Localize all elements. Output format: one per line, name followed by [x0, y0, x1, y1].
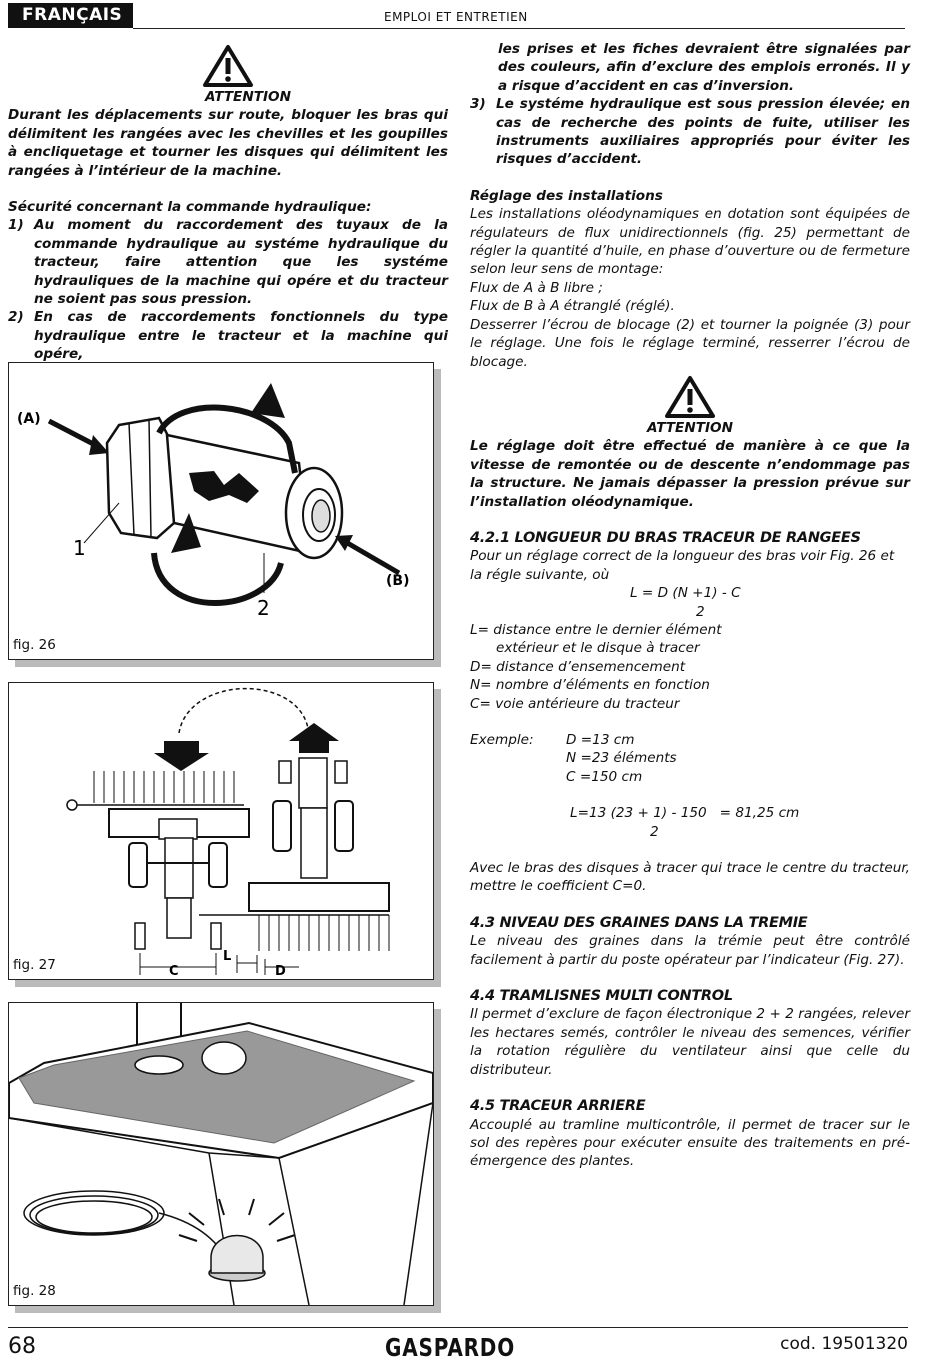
- label-l: L: [223, 949, 232, 964]
- page-number: 68: [8, 1334, 36, 1359]
- hopper-indicator-illustration: [9, 1003, 433, 1305]
- section-heading: 4.4 TRAMLISNES MULTI CONTROL: [470, 988, 733, 1005]
- example-label: Exemple:: [470, 732, 534, 748]
- label-1: 1: [73, 536, 86, 560]
- warning-triangle-icon: [202, 44, 254, 88]
- list-number: 1): [8, 217, 24, 234]
- definition-line: C= voie antérieure du tracteur: [470, 695, 680, 712]
- definition-line: N= nombre d’éléments en fonction: [470, 677, 710, 694]
- warning-label: ATTENTION: [646, 419, 733, 436]
- list-number: 3): [470, 96, 486, 113]
- warning-triangle-icon: [664, 375, 716, 419]
- formula-denominator: 2: [696, 603, 705, 620]
- section-heading: 4.2.1 LONGUEUR DU BRAS TRACEUR DE RANGEES: [470, 529, 861, 546]
- list-text: Le systéme hydraulique est sous pression élevée; en cas de recherche des points de fuite, utiliser les instruments auxiliaires appropriés pour éviter les risques d’accident.: [496, 96, 910, 168]
- reglage-text-2: Desserrer l’écrou de blocage (2) et tourner la poignée (3) pour le réglage. Une fois le réglage terminé, resserrer l’écrou de blocage.: [470, 316, 910, 370]
- label-a: (A): [17, 411, 41, 427]
- list-text: Au moment du raccordement des tuyaux de la commande hydraulique au systéme hydraulique du tracteur, faire attention que les systéme hydrauliques de la machine qui opére et du tracteur ne soient pas sous pression.: [34, 217, 448, 308]
- list-number: 2): [8, 309, 24, 326]
- brand-logo: GASPARDO: [385, 1333, 516, 1362]
- section-text: Il permet d’exclure de façon électronique 2 + 2 rangées, relever les hectares semés, contrôler le niveau des semences, vérifier la rotation régulière du ventilateur ainsi que celle du distributeur.: [470, 1006, 910, 1078]
- warning-label: ATTENTION: [204, 89, 291, 105]
- warning-text: Durant les déplacements sur route, bloquer les bras qui délimitent les rangées avec les chevilles et les goupilles à encliquetage et tourner les disques qui délimitent les rangées à l’intérieur de la machine.: [8, 107, 448, 179]
- list-item: [470, 95, 910, 169]
- warning-block-right: [470, 375, 910, 437]
- label-d: D: [275, 964, 286, 979]
- list-item: [8, 216, 448, 308]
- header-rule: [133, 28, 905, 29]
- label-2: 2: [257, 596, 270, 620]
- section-text: Le niveau des graines dans la trémie peut être contrôlé facilement à partir du poste opérateur par l’indicateur (Fig. 27).: [470, 933, 910, 968]
- footer-rule: [8, 1327, 908, 1328]
- example-block: [470, 731, 910, 786]
- right-column-text: [470, 40, 910, 1171]
- continuation-text: les prises et les fiches devraient être signalées par des couleurs, afin d’exclure des emplois erronés. Il y a risque d’accident en cas d’inversion.: [498, 41, 910, 94]
- section-heading: 4.3 NIVEAU DES GRAINES DANS LA TREMIE: [470, 914, 808, 931]
- flux-line: Flux de B à A étranglé (réglé).: [470, 298, 675, 315]
- example-value: N =23 éléments: [566, 750, 677, 767]
- list-item: [8, 308, 448, 363]
- flow-regulator-illustration: [9, 363, 433, 659]
- figure-caption: fig. 27: [13, 957, 56, 973]
- definition-line: extérieur et le disque à tracer: [496, 640, 700, 657]
- reglage-text: Les installations oléodynamiques en dotation sont équipées de régulateurs de flux unidirectionnels (fig. 25) permettant de régler la quantité d’huile, en phase d’ouverture ou de fermeture selon leur sens de montage:: [470, 206, 910, 278]
- list-text: En cas de raccordements fonctionnels du type hydraulique entre le tracteur et la machine qui opére,: [34, 309, 448, 363]
- section-text: Pour un réglage correct de la longueur des bras voir Fig. 26 et la régle suivante, où: [470, 548, 895, 583]
- note-text: Avec le bras des disques à tracer qui trace le centre du tracteur, mettre le coefficient C=0.: [470, 860, 910, 895]
- section-title: EMPLOI ET ENTRETIEN: [384, 10, 528, 24]
- label-b: (B): [386, 573, 410, 589]
- figure-caption: fig. 28: [13, 1283, 56, 1299]
- figure-26: [8, 362, 434, 660]
- figure-caption: fig. 26: [13, 637, 56, 653]
- section-heading: 4.5 TRACEUR ARRIERE: [470, 1098, 646, 1115]
- warning-text: Le réglage doit être effectué de manière à ce que la vitesse de remontée ou de descente n’endommage pas la structure. Ne jamais dépasser la pression prévue sur l’installation oléodynamique.: [470, 438, 910, 510]
- left-column-text: [8, 44, 448, 364]
- seed-drill-diagram: [9, 683, 433, 979]
- formula-numerator: L = D (N +1) - C: [630, 585, 741, 602]
- section-text: Accouplé au tramline multicontrôle, il permet de tracer sur le sol des repères pour exécuter ensuite des traitements en pré-émergence des plantes.: [470, 1116, 910, 1170]
- example-value: D =13 cm: [566, 732, 635, 748]
- example-denominator: 2: [650, 823, 659, 840]
- label-c: C: [169, 964, 179, 979]
- figure-28: [8, 1002, 434, 1306]
- figure-27: [8, 682, 434, 980]
- safety-title: Sécurité concernant la commande hydraulique:: [8, 199, 372, 216]
- document-code: cod. 19501320: [780, 1334, 908, 1354]
- definition-line: L= distance entre le dernier élément: [470, 621, 722, 638]
- definition-line: D= distance d’ensemencement: [470, 658, 686, 675]
- example-calc: L=13 (23 + 1) - 150 = 81,25 cm: [570, 805, 800, 822]
- flux-line: Flux de A à B libre ;: [470, 279, 603, 296]
- example-value: C =150 cm: [566, 768, 643, 785]
- language-tab: FRANÇAIS: [8, 3, 133, 28]
- reglage-title: Réglage des installations: [470, 187, 663, 204]
- warning-block-left: [8, 44, 448, 106]
